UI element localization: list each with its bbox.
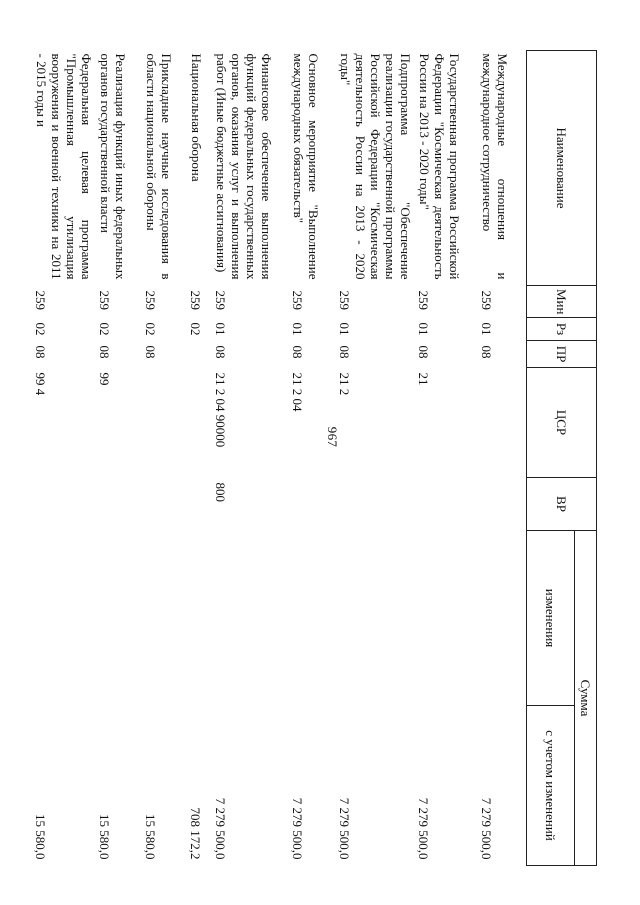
- table-row: [214, 51, 291, 866]
- row-csr: 21 2 04 90000: [213, 372, 229, 448]
- row-pr: 08: [143, 345, 159, 359]
- row-min: 259: [337, 290, 353, 310]
- row-min: 259: [188, 290, 204, 310]
- table-row: [338, 51, 417, 866]
- row-csr: [189, 368, 214, 478]
- row-rz: 01: [337, 322, 353, 336]
- row-vr: [98, 478, 144, 531]
- row-name: Реализация функций иных федеральных органов государственной власти: [98, 53, 129, 280]
- row-rz: 02: [97, 322, 113, 336]
- header-min: Мин: [527, 286, 597, 318]
- table-row: [417, 51, 480, 866]
- row-pr: 08: [416, 345, 432, 359]
- row-changes: [34, 531, 98, 706]
- header-csr: ЦСР: [527, 368, 597, 478]
- table-header: [527, 51, 597, 866]
- row-rz: 02: [143, 322, 159, 336]
- table-row: [291, 51, 338, 866]
- row-rz: 01: [213, 322, 229, 336]
- row-pr: 08: [479, 345, 495, 359]
- row-csr: 21 2 04: [290, 372, 306, 412]
- row-total: 7 279 500,0: [213, 797, 229, 860]
- row-total: 7 279 500,0: [479, 797, 495, 860]
- row-total: 7 279 500,0: [290, 797, 306, 860]
- row-total: 7 279 500,0: [337, 797, 353, 860]
- row-changes: [338, 531, 417, 706]
- header-rz: Рз: [527, 318, 597, 341]
- row-csr: 21: [416, 372, 432, 386]
- row-vr: [338, 478, 417, 531]
- row-total: 15 580,0: [143, 814, 159, 860]
- table-row: [480, 51, 527, 866]
- table-body: [34, 51, 527, 866]
- row-csr: 99 4: [33, 372, 49, 396]
- row-name: Финансовое обеспечение выполнения функций федеральных государственных органов, оказания услуг и выполнения работ (Иные бюджетные ассигнования): [214, 53, 275, 280]
- row-vr: [189, 478, 214, 531]
- header-pr: ПР: [527, 341, 597, 368]
- budget-table: [34, 50, 598, 866]
- row-total: 15 580,0: [97, 814, 113, 860]
- row-changes: [417, 531, 480, 706]
- row-name: Государственная программа Российской Федерации "Космическая деятельность России на 2013 - 2020 годы": [417, 53, 463, 280]
- row-pr: 08: [290, 345, 306, 359]
- row-min: 259: [416, 290, 432, 310]
- row-total: 7 279 500,0: [416, 797, 432, 860]
- row-vr: [480, 478, 527, 531]
- row-rz: 01: [290, 322, 306, 336]
- rotated-table-container: [33, 50, 597, 865]
- row-total: 708 172,2: [188, 807, 204, 860]
- row-changes: [144, 531, 189, 706]
- header-changes: изменения: [527, 531, 575, 706]
- row-csr: [144, 368, 189, 478]
- row-vr: 800: [213, 482, 229, 502]
- row-rz: 02: [33, 322, 49, 336]
- row-name: Федеральная целевая программа "Промышленная утилизация вооружения и военной техники на 2011 - 2015 годы и: [34, 53, 95, 280]
- row-changes: [189, 531, 214, 706]
- row-min: 259: [479, 290, 495, 310]
- header-name: Наименование: [527, 51, 597, 286]
- row-total: 15 580,0: [33, 814, 49, 860]
- row-csr: 21 2: [337, 372, 353, 396]
- row-name: Подпрограмма "Обеспечение реализации государственной программы Российской Федерации "Космическая деятельность России на 2013 - 2020 годы": [338, 53, 414, 280]
- header-sum: Сумма: [575, 531, 597, 866]
- row-rz: 01: [416, 322, 432, 336]
- row-vr: [34, 478, 98, 531]
- header-vr: ВР: [527, 478, 597, 531]
- row-min: 259: [143, 290, 159, 310]
- row-min: 259: [33, 290, 49, 310]
- row-pr: 08: [337, 345, 353, 359]
- row-pr: 08: [33, 345, 49, 359]
- row-vr: [144, 478, 189, 531]
- table-row: [34, 51, 98, 866]
- row-name: Национальная оборона: [189, 53, 205, 182]
- row-name: Прикладные научные исследования в области национальной обороны: [144, 53, 175, 280]
- row-changes: [98, 531, 144, 706]
- row-name: Основное мероприятие "Выполнение международных обязательств": [291, 53, 322, 280]
- row-min: 259: [97, 290, 113, 310]
- row-min: 259: [213, 290, 229, 310]
- row-rz: 01: [479, 322, 495, 336]
- row-rz: 02: [188, 322, 204, 336]
- header-with-changes: с учетом изменений: [527, 706, 575, 866]
- row-pr: 08: [213, 345, 229, 359]
- row-vr: [417, 478, 480, 531]
- row-changes: [291, 531, 338, 706]
- table-row: [144, 51, 189, 866]
- table-row: [189, 51, 214, 866]
- row-pr: [189, 341, 214, 368]
- row-changes: [480, 531, 527, 706]
- row-name: Международные отношения и международное сотрудничество: [480, 53, 511, 280]
- row-vr: [291, 478, 338, 531]
- row-min: 259: [290, 290, 306, 310]
- row-csr: [480, 368, 527, 478]
- row-csr: 99: [97, 372, 113, 386]
- page-number: 967: [325, 426, 340, 448]
- row-pr: 08: [97, 345, 113, 359]
- table-row: [98, 51, 144, 866]
- row-changes: [214, 531, 291, 706]
